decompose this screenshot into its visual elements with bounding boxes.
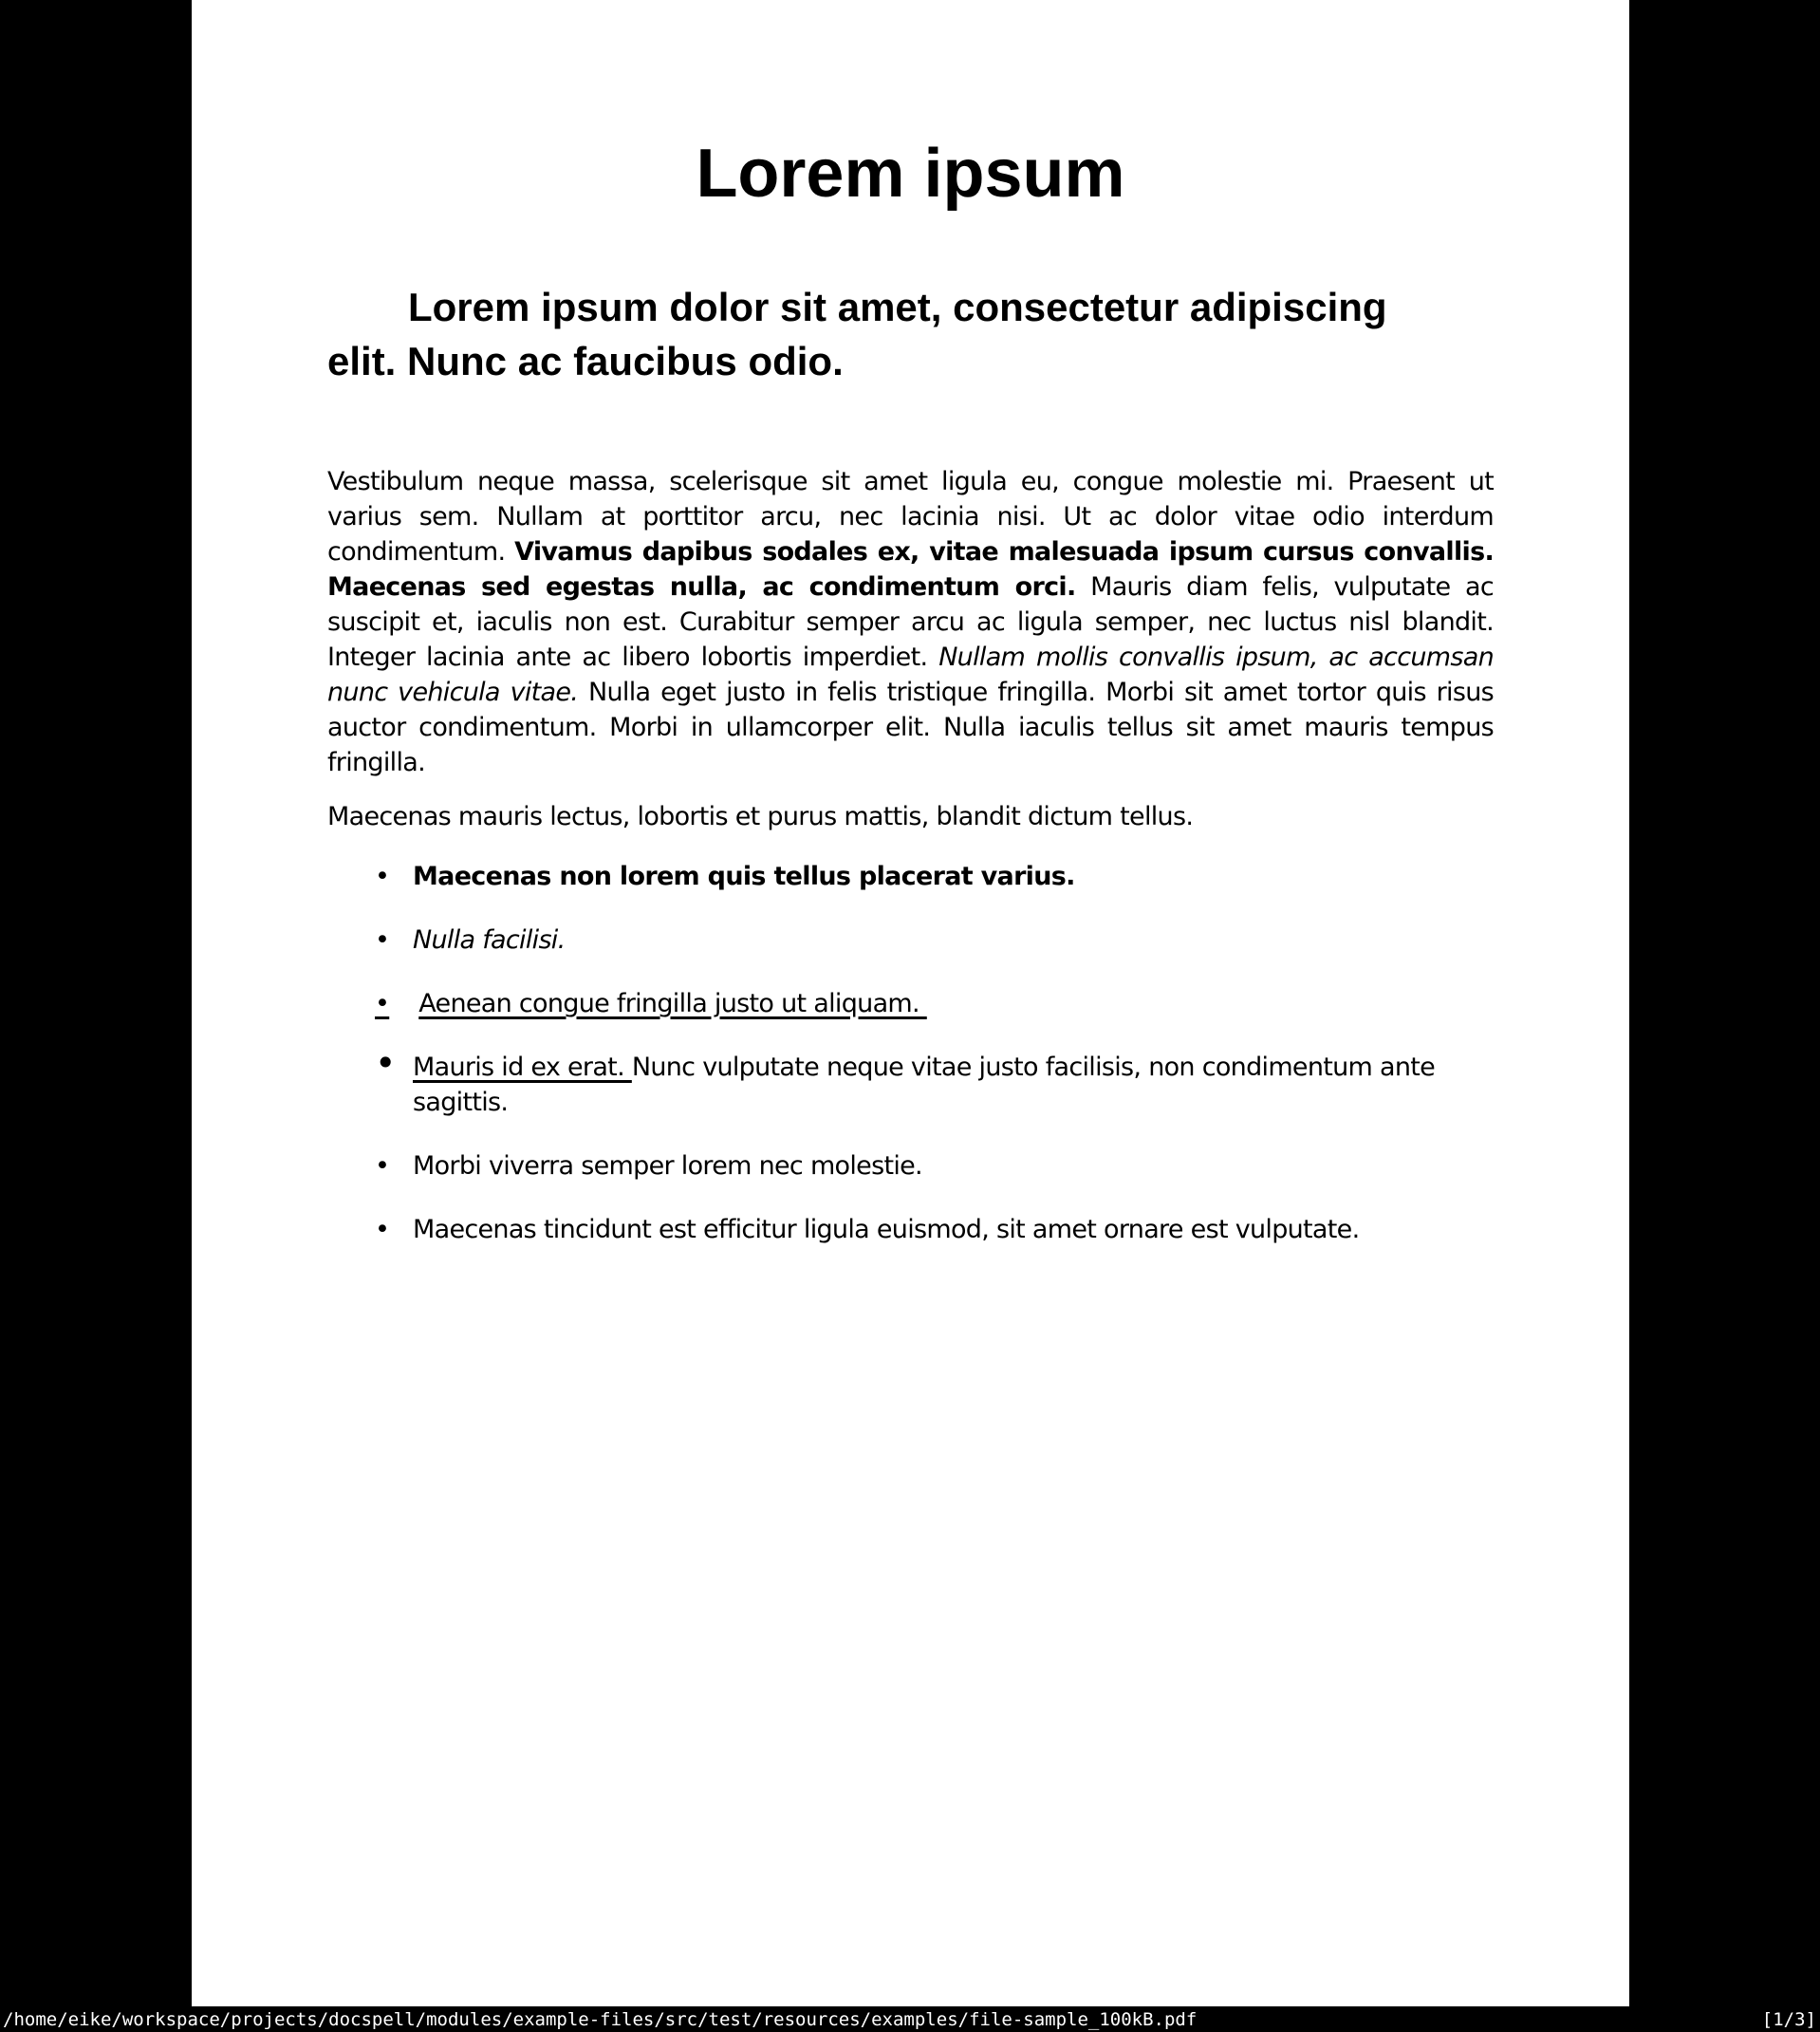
list-item-text: Nunc vulputate neque vitae justo facilisis, non condimentum ante sagittis.: [413, 1053, 1436, 1117]
bullet-list: [327, 859, 1494, 1247]
body-paragraph: [327, 464, 1494, 780]
paragraph-segment: Nulla eget justo in felis tristique fringilla. Morbi sit amet tortor quis risus auctor condimentum. Morbi in ullamcorper elit. Nulla iaculis tellus sit amet mauris tempus fringilla.: [327, 678, 1494, 777]
bullet-icon: •: [375, 1151, 390, 1181]
list-item-text: Aenean congue fringilla justo ut aliquam.: [418, 989, 927, 1018]
list-item: [327, 1148, 1494, 1184]
document-heading: [327, 280, 1494, 388]
statusbar-page-indicator: [1/3]: [1761, 2008, 1816, 2030]
bullet-icon: •: [375, 1215, 390, 1244]
list-item: [327, 986, 1494, 1021]
paragraph-segment-bold: Vivamus dapibus sodales ex, vitae malesuada ipsum cursus convallis. Maecenas sed egestas nulla, ac condimentum orci.: [327, 537, 1494, 602]
document-page-view[interactable]: [192, 0, 1629, 2006]
bullet-icon: •: [375, 989, 390, 1018]
list-item: [327, 1212, 1494, 1247]
list-item-text: Maecenas non lorem quis tellus placerat varius.: [413, 862, 1075, 891]
paragraph-segment-italic: Nullam mollis convallis ipsum, ac accumsan nunc vehicula vitae.: [327, 643, 1494, 707]
list-item: [327, 923, 1494, 958]
list-item: [327, 1042, 1494, 1120]
document-title: Lorem ipsum: [696, 136, 1125, 212]
heading-line-2: elit. Nunc ac faucibus odio.: [327, 339, 844, 383]
paragraph-segment: Vestibulum neque massa, scelerisque sit amet ligula eu, congue molestie mi. Praesent ut varius sem. Nullam at porttitor arcu, nec lacinia nisi. Ut ac dolor vitae odio interdum condimentum.: [327, 467, 1494, 567]
list-item: [327, 859, 1494, 894]
heading-line-1: Lorem ipsum dolor sit amet, consectetur adipiscing: [408, 285, 1387, 329]
statusbar-file-path: /home/eike/workspace/projects/docspell/modules/example-files/src/test/resources/examples/file-sample_100kB.pdf: [3, 2008, 1198, 2030]
statusbar: [0, 2006, 1820, 2032]
list-item-text: Maecenas tincidunt est efficitur ligula euismod, sit amet ornare est vulputate.: [413, 1215, 1360, 1244]
list-item-text: Nulla facilisi.: [413, 925, 566, 955]
list-item-text: Morbi viverra semper lorem nec molestie.: [413, 1151, 922, 1181]
document-body: [327, 464, 1494, 1276]
list-intro-paragraph: Maecenas mauris lectus, lobortis et purus mattis, blandit dictum tellus.: [327, 802, 1194, 831]
bullet-icon: •: [375, 862, 390, 891]
bullet-icon: •: [375, 925, 390, 955]
bullet-icon: •: [375, 1042, 396, 1084]
list-item-text-underlined: Mauris id ex erat.: [413, 1053, 632, 1082]
paragraph-segment: Mauris diam felis, vulputate ac suscipit et, iaculis non est. Curabitur semper arcu ac ligula semper, nec luctus nisl blandit. Integer lacinia ante ac libero lobortis imperdiet.: [327, 572, 1494, 672]
